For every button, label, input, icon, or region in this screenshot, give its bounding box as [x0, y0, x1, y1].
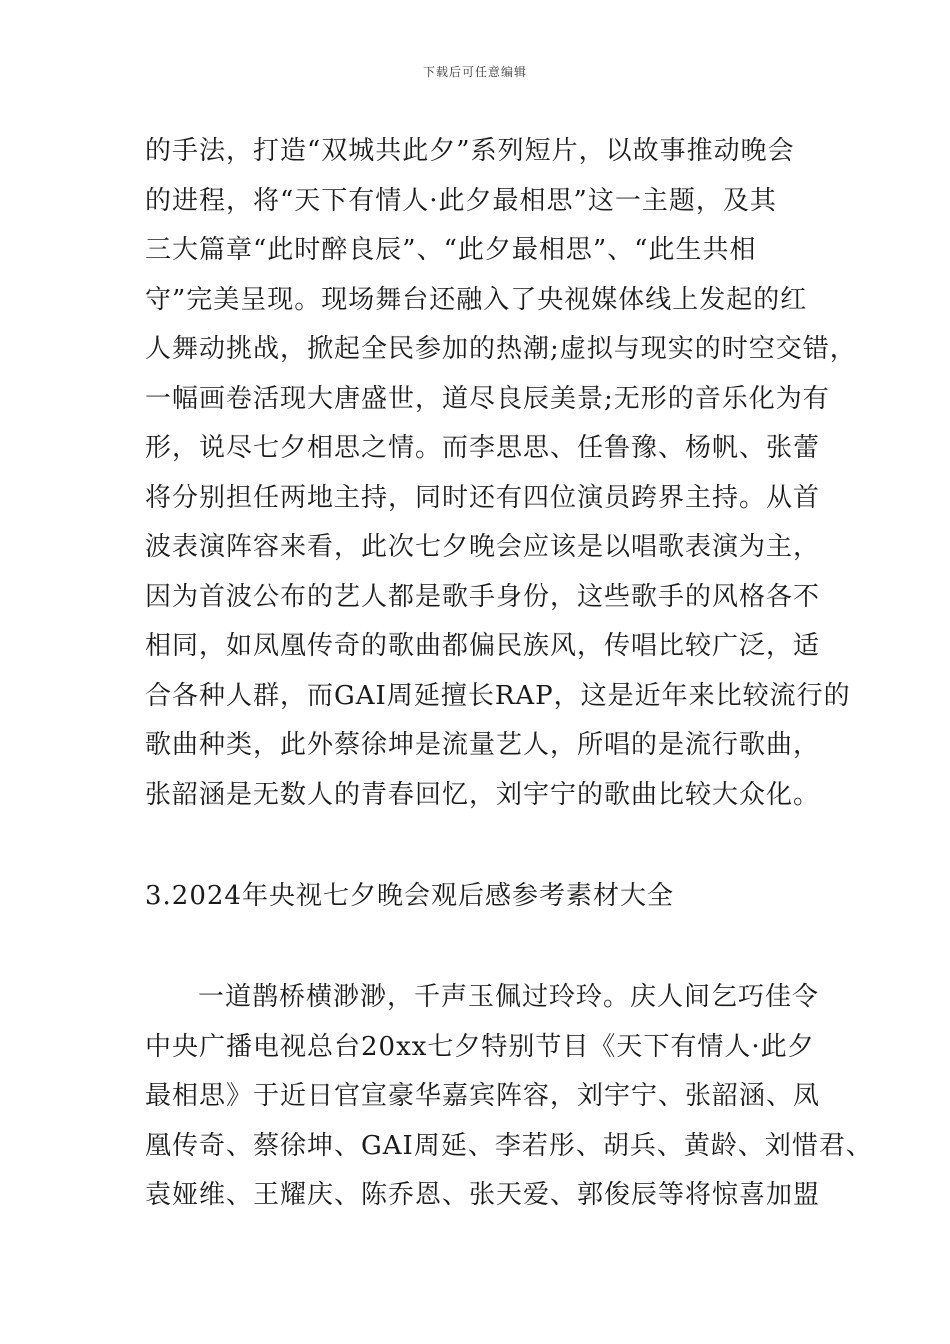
text-line: 歌曲种类，此外蔡徐坤是流量艺人，所唱的是流行歌曲，	[145, 730, 821, 760]
text-line: 波表演阵容来看，此次七夕晚会应该是以唱歌表演为主，	[145, 532, 821, 562]
text-line: 三大篇章“此时醉良辰”、“此夕最相思”、“此生共相	[145, 235, 757, 265]
text-line: 的进程，将“天下有情人·此夕最相思”这一主题，及其	[145, 185, 777, 216]
text-line: 一幅画卷活现大唐盛世，道尽良辰美景;无形的音乐化为有	[145, 383, 830, 414]
text-line: 将分别担任两地主持，同时还有四位演员跨界主持。从首	[145, 482, 821, 513]
text-line: 人舞动挑战，掀起全民参加的热潮;虚拟与现实的时空交错，	[145, 334, 857, 364]
text-line: 中央广播电视总台20xx七夕特别节目《天下有情人·此夕	[145, 1031, 815, 1062]
text-line: 相同，如凤凰传奇的歌曲都偏民族风，传唱比较广泛，适	[145, 631, 821, 661]
section-heading: 3.2024年央视七夕晚会观后感参考素材大全	[145, 881, 674, 911]
text-line: 因为首波公布的艺人都是歌手身份，这些歌手的风格各不	[145, 581, 821, 612]
text-line: 一道鹊桥横渺渺，千声玉佩过玲玲。庆人间乞巧佳令	[198, 982, 820, 1012]
text-line: 凰传奇、蔡徐坤、GAI周延、李若彤、胡兵、黄龄、刘惜君、	[145, 1130, 873, 1161]
page-header: 下载后可任意编辑	[422, 65, 527, 79]
body-paragraph	[145, 973, 873, 1221]
text-line: 的手法，打造“双城共此夕”系列短片，以故事推动晚会	[145, 136, 795, 166]
text-line: 合各种人群，而GAI周延擅长RAP，这是近年来比较流行的	[145, 680, 851, 711]
text-line: 张韶涵是无数人的青春回忆，刘宇宁的歌曲比较大众化。	[145, 779, 821, 810]
text-line: 守”完美呈现。现场舞台还融入了央视媒体线上发起的红	[145, 284, 808, 315]
text-line: 形，说尽七夕相思之情。而李思思、任鲁豫、杨帆、张蕾	[145, 433, 821, 463]
text-line: 最相思》于近日官宣豪华嘉宾阵容，刘宇宁、张韶涵、凤	[145, 1081, 821, 1111]
body-paragraph	[145, 127, 857, 820]
text-line: 袁娅维、王耀庆、陈乔恩、张天爱、郭俊辰等将惊喜加盟	[145, 1180, 821, 1210]
